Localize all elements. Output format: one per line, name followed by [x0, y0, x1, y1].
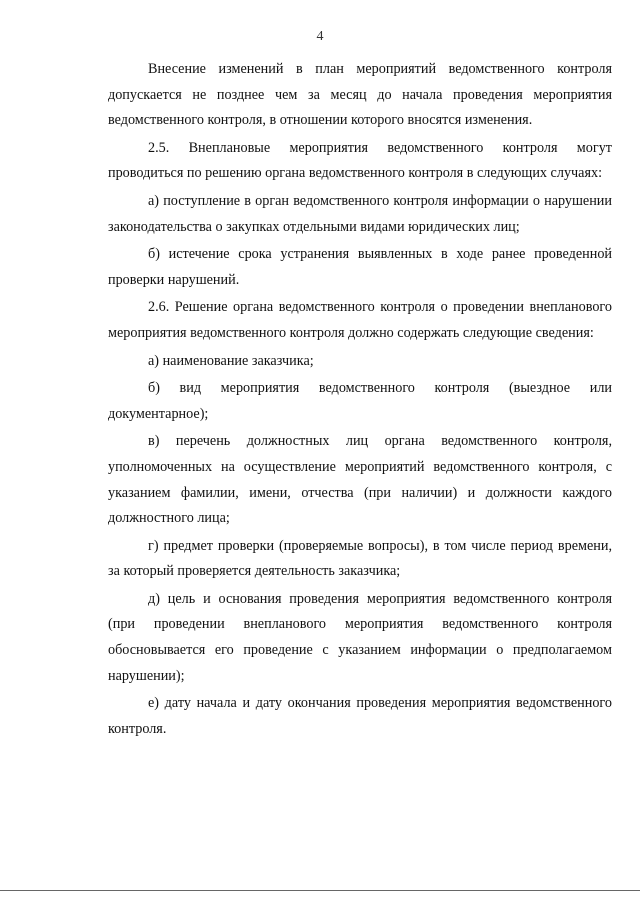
paragraph-2-6: 2.6. Решение органа ведомственного контроля о проведении внепланового мероприятия ведомственного контроля должно содержать следующие сведения: — [108, 299, 612, 341]
paragraph-2-5-b: б) истечение срока устранения выявленных в ходе ранее проведенной проверки нарушений. — [108, 246, 612, 288]
paragraph-2-6-v: в) перечень должностных лиц органа ведомственного контроля, уполномоченных на осуществление мероприятий ведомственного контроля, с указанием фамилии, имени, отчества (при наличии) и должности каждого должностного лица; — [108, 433, 612, 527]
paragraph-2-6-a: а) наименование заказчика; — [148, 352, 314, 369]
page-number: 4 — [316, 29, 324, 44]
paragraph-2-5-a: а) поступление в орган ведомственного контроля информации о нарушении законодательства о закупках отдельными видами юридических лиц; — [108, 192, 612, 235]
paragraph-2-6-b: б) вид мероприятия ведомственного контроля (выездное или документарное); — [108, 380, 612, 422]
paragraph-2-5: 2.5. Внеплановые мероприятия ведомственного контроля могут проводиться по решению органа ведомственного контроля в следующих случаях: — [108, 139, 612, 182]
paragraph-2-6-d: д) цель и основания проведения мероприятия ведомственного контроля (при проведении внепланового мероприятия ведомственного контроля обосновывается его проведение с указанием информации о предполагаемом нарушении); — [108, 590, 612, 684]
paragraph-changes: Внесение изменений в план мероприятий ведомственного контроля допускается не позднее чем за месяц до начала проведения мероприятия ведомственного контроля, в отношении которого вносятся изменения. — [108, 61, 612, 129]
page-bottom-divider — [0, 890, 640, 891]
paragraph-2-6-e: е) дату начала и дату окончания проведения мероприятия ведомственного контроля. — [108, 695, 612, 737]
paragraph-2-6-g: г) предмет проверки (проверяемые вопросы), в том числе период времени, за который проверяется деятельность заказчика; — [108, 537, 612, 580]
document-body — [108, 57, 612, 742]
